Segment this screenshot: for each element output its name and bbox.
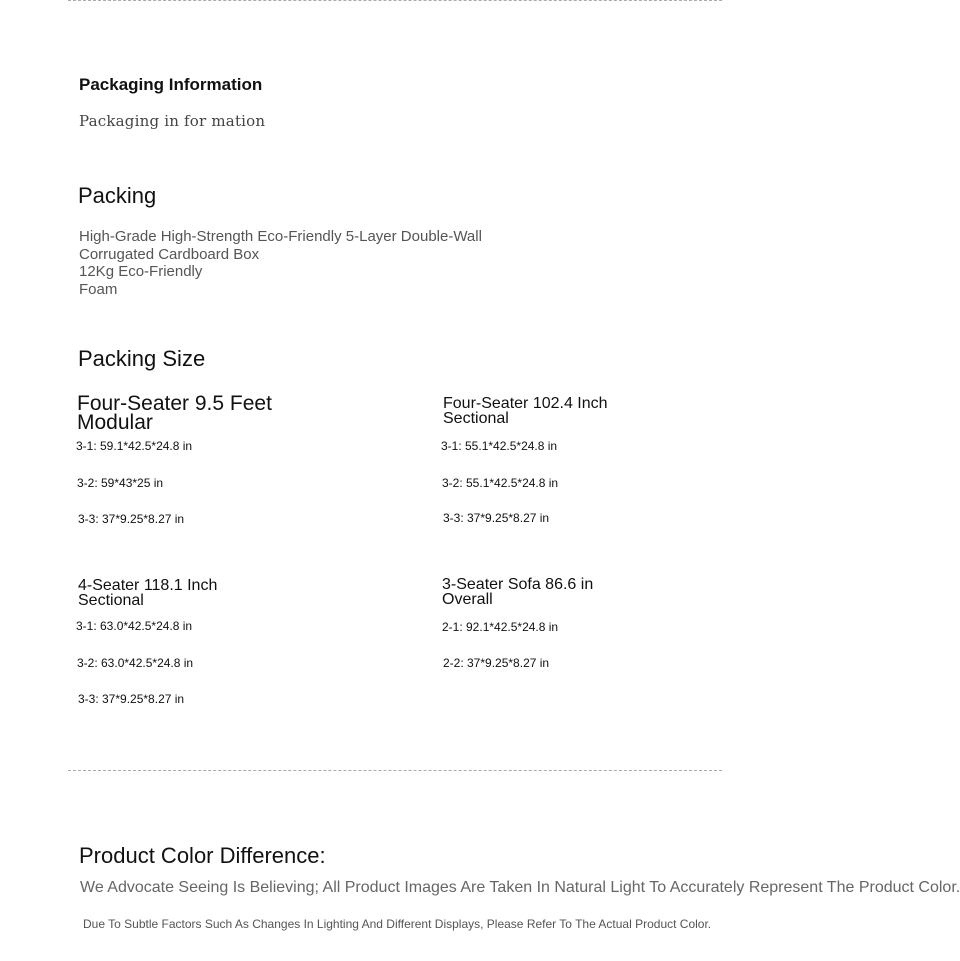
size-item: 3-3: 37*9.25*8.27 in xyxy=(78,692,185,706)
top-divider xyxy=(68,0,722,1)
packing-line: High-Grade High-Strength Eco-Friendly 5-Layer Double-Wall xyxy=(79,228,482,245)
size-item: 3-3: 37*9.25*8.27 in xyxy=(78,512,185,526)
size-group-title: Four-Seater 9.5 Feet Modular xyxy=(77,392,272,434)
packing-line: 12Kg Eco-Friendly xyxy=(79,263,203,280)
color-difference-title: Product Color Difference: xyxy=(79,843,326,868)
size-group-title: 3-Seater Sofa 86.6 in Overall xyxy=(442,576,594,608)
packing-line: Corrugated Cardboard Box xyxy=(79,245,260,263)
packing-line: Foam xyxy=(79,280,118,298)
size-item: 3-1: 59.1*42.5*24.8 in xyxy=(76,439,193,453)
packing-size-title: Packing Size xyxy=(78,346,206,371)
packing-title: Packing xyxy=(78,183,157,208)
size-item: 3-2: 63.0*42.5*24.8 in xyxy=(77,656,194,670)
section-divider xyxy=(68,770,722,771)
size-item: 3-1: 55.1*42.5*24.8 in xyxy=(441,439,558,453)
size-item: 3-3: 37*9.25*8.27 in xyxy=(443,511,550,525)
size-item: 3-2: 59*43*25 in xyxy=(77,476,164,490)
size-group-title: Four-Seater 102.4 Inch Sectional xyxy=(443,395,608,427)
size-item: 3-1: 63.0*42.5*24.8 in xyxy=(76,619,193,633)
packing-description xyxy=(79,228,482,298)
color-difference-note: Due To Subtle Factors Such As Changes In Lighting And Different Displays, Please Refer To The Actual Product Color. xyxy=(83,917,712,931)
size-item: 3-2: 55.1*42.5*24.8 in xyxy=(442,476,559,490)
size-group-title: 4-Seater 118.1 Inch Sectional xyxy=(78,577,218,609)
size-item: 2-1: 92.1*42.5*24.8 in xyxy=(442,620,559,634)
color-difference-text: We Advocate Seeing Is Believing; All Product Images Are Taken In Natural Light To Accurately Represent The Product Color. xyxy=(80,879,960,896)
packaging-subheading: Packaging in for mation xyxy=(79,112,266,130)
packaging-heading: Packaging Information xyxy=(79,75,263,94)
size-item: 2-2: 37*9.25*8.27 in xyxy=(443,656,550,670)
